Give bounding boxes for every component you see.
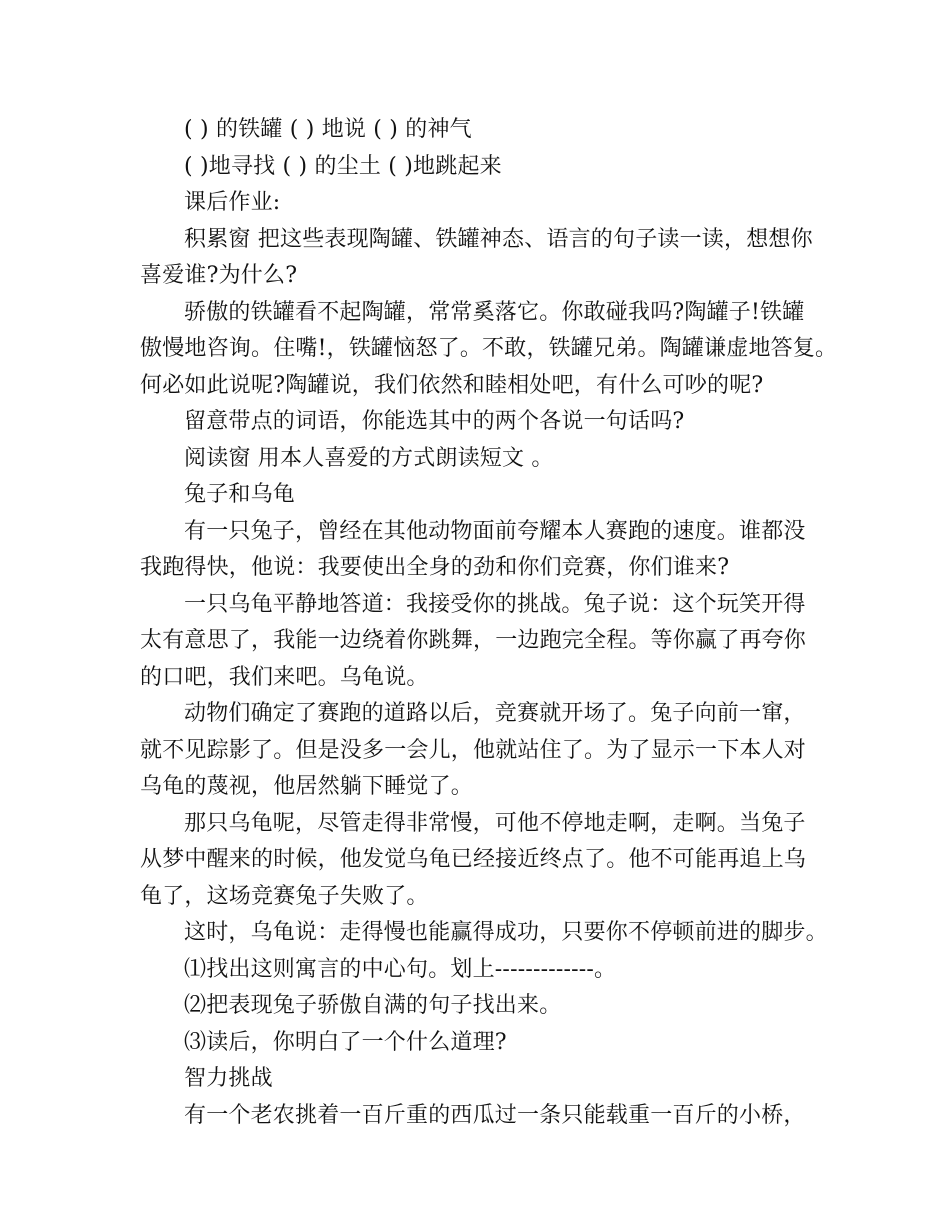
text-line: 何必如此说呢?陶罐说，我们依然和睦相处吧，有什么可吵的呢? xyxy=(140,372,764,398)
text-line: 骄傲的铁罐看不起陶罐，常常奚落它。你敢碰我吗?陶罐子!铁罐 xyxy=(184,299,805,325)
text-line: 乌龟的蔑视，他居然躺下睡觉了。 xyxy=(140,774,474,799)
text-line: 课后作业: xyxy=(184,190,281,215)
text-line: 积累窗 把这些表现陶罐、铁罐神态、语言的句子读一读，想想你 xyxy=(184,226,813,252)
document-body xyxy=(140,112,838,1134)
text-line: ⑶读后，你明白了一个什么道理? xyxy=(184,1029,507,1055)
text-line: 动物们确定了赛跑的道路以后，竞赛就开场了。兔子向前一窜， xyxy=(184,701,806,726)
text-line: 龟了，这场竞赛兔子失败了。 xyxy=(140,883,429,909)
text-line: ( ) 的铁罐 ( ) 地说 ( ) 的神气 xyxy=(184,117,472,142)
text-line: ⑴找出这则寓言的中心句。划上-------------。 xyxy=(184,956,617,982)
text-line: 兔子和乌龟 xyxy=(184,482,296,507)
text-line: 喜爱谁?为什么? xyxy=(140,263,298,288)
text-line: 留意带点的词语，你能选其中的两个各说一句话吗? xyxy=(184,409,685,434)
text-line: 就不见踪影了。但是没多一会儿，他就站住了。为了显示一下本人对 xyxy=(140,737,807,763)
text-line: 从梦中醒来的时候，他发觉乌龟已经接近终点了。他不可能再追上乌 xyxy=(140,847,807,872)
text-line: 太有意思了，我能一边绕着你跳舞，一边跑完全程。等你赢了再夸你 xyxy=(140,628,807,653)
text-line: 有一只兔子，曾经在其他动物面前夸耀本人赛跑的速度。谁都没 xyxy=(184,518,806,544)
text-line: 傲慢地咨询。住嘴!，铁罐恼怒了。不敢，铁罐兄弟。陶罐谦虚地答复。 xyxy=(140,336,838,361)
text-line: 有一个老农挑着一百斤重的西瓜过一条只能载重一百斤的小桥， xyxy=(184,1102,806,1128)
text-line: 这时，乌龟说：走得慢也能赢得成功，只要你不停顿前进的脚步。 xyxy=(184,920,828,945)
text-line: 一只乌龟平静地答道：我接受你的挑战。兔子说：这个玩笑开得 xyxy=(184,591,806,617)
text-line: 的口吧，我们来吧。乌龟说。 xyxy=(140,664,429,690)
text-line: ( )地寻找 ( ) 的尘土 ( )地跳起来 xyxy=(184,153,502,179)
text-line: 智力挑战 xyxy=(184,1066,273,1091)
text-line: 那只乌龟呢，尽管走得非常慢，可他不停地走啊，走啊。当兔子 xyxy=(184,810,806,836)
text-line: 阅读窗 用本人喜爱的方式朗读短文 。 xyxy=(184,445,554,471)
text-line: 我跑得快，他说：我要使出全身的劲和你们竞赛，你们谁来? xyxy=(140,555,730,580)
text-line: ⑵把表现兔子骄傲自满的句子找出来。 xyxy=(184,993,562,1018)
